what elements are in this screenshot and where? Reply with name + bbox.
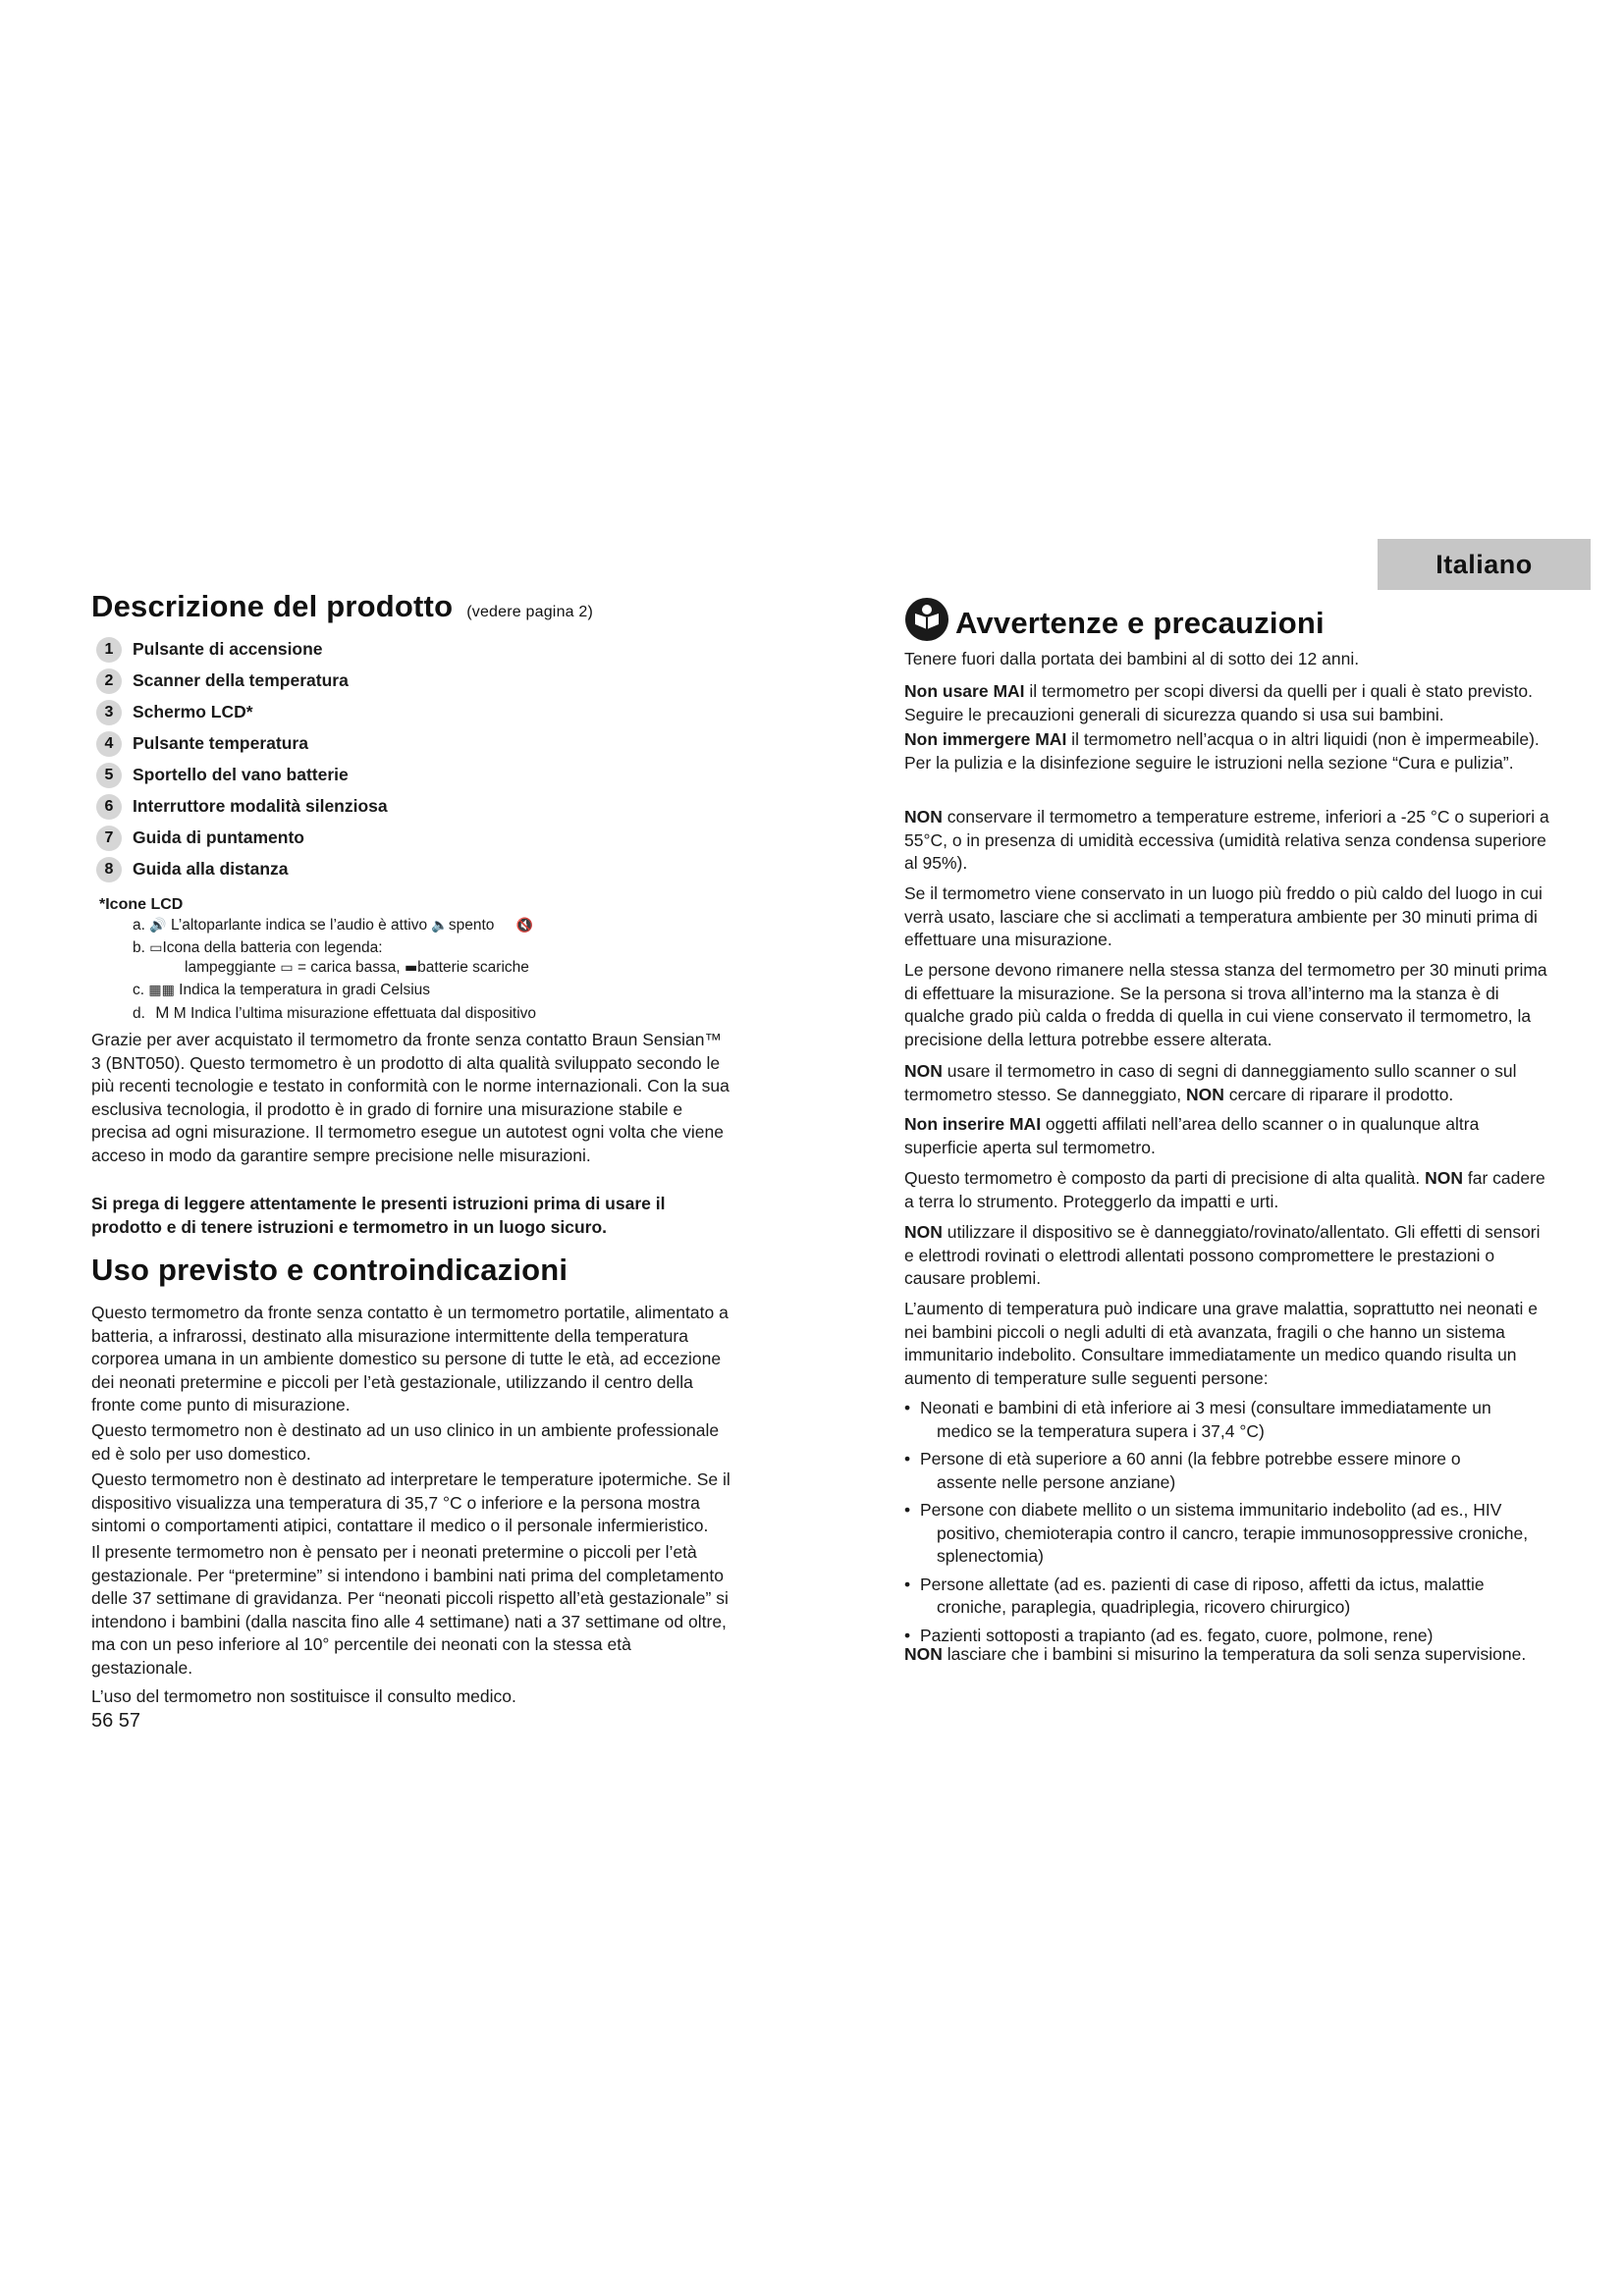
lcd-text: spento (448, 917, 495, 934)
feature-number: 4 (96, 731, 122, 757)
product-heading-text: Descrizione del prodotto (91, 589, 454, 623)
warning-text: usare il termometro in caso di segni di danneggiamento sullo scanner o sul termometro stesso. Se danneggiato, (904, 1061, 1517, 1104)
warning-paragraph (904, 1113, 1552, 1159)
feature-label: Interruttore modalità silenziosa (133, 796, 388, 817)
use-paragraph: Questo termometro da fronte senza contatto è un termometro portatile, alimentato a batteria, a infrarossi, destinato alla misurazione intermittente della temperatura corporea umana in un ambiente domestico su persone di tutte le età, ad eccezione dei neonati pretermine e piccoli per l’età gestazionale, utilizzando il centro della fronte come punto di misurazione. (91, 1303, 729, 1415)
battery-blinking-icon: ▭ (280, 960, 294, 976)
warnings-heading (904, 597, 1325, 650)
feature-number: 8 (96, 857, 122, 882)
list-item-text: Persone allettate (ad es. pazienti di case di riposo, affetti da ictus, malattie (920, 1574, 1485, 1594)
feature-number: 6 (96, 794, 122, 820)
warning-paragraph (904, 1221, 1552, 1291)
lcd-item-b-legend (185, 958, 529, 978)
memory-icon: M (155, 1003, 170, 1022)
emphasis-text: NON (904, 1061, 943, 1081)
list-item-text: Persone di età superiore a 60 anni (la febbre potrebbe essere minore o (920, 1449, 1461, 1468)
speaker-icon: 🔈 (431, 918, 449, 934)
warning-paragraph: Se il termometro viene conservato in un luogo più freddo o più caldo del luogo in cui verrà usato, lasciare che si acclimati a temperatura ambiente per 30 minuti prima di effettuare una misurazione. (904, 883, 1543, 949)
lcd-text: L’altoparlante indica se l’audio è attivo (171, 917, 428, 934)
feature-number: 7 (96, 826, 122, 851)
list-item-continuation: positivo, chemioterapia contro il cancro, terapie immunosoppressive croniche, splenectomia) (937, 1522, 1529, 1566)
feature-item (96, 668, 349, 694)
warning-paragraph (904, 728, 1552, 774)
lcd-icons-title: *Icone LCD (99, 896, 184, 913)
feature-item (96, 763, 349, 788)
use-paragraph: Il presente termometro non è pensato per i neonati pretermine o piccoli per l’età gestazionale. Per “pretermine” si intendono i bambini nati prima del completamento delle 37 settimane di gravidanza. Per “neonati piccoli rispetto all’età gestazionale” si intendono i bambini (dalla nascita fino alle 4 settimane) nati a 37 settimane od oltre, ma con un peso inferiore al 10° percentile dei neonati con la stessa età gestazionale. (91, 1542, 729, 1678)
list-item (904, 1574, 1552, 1620)
lcd-item-a (133, 916, 533, 935)
feature-item (96, 826, 304, 851)
speaker-icon: 🔊 (149, 918, 167, 934)
emphasis-text: Non usare MAI (904, 681, 1025, 701)
lcd-text: batterie scariche (417, 959, 529, 976)
list-item-text: Pazienti sottoposti a trapianto (ad es. fegato, cuore, polmone, rene) (920, 1625, 1434, 1645)
warnings-heading-text: Avvertenze e precauzioni (955, 606, 1325, 640)
lcd-text: Icona della batteria con legenda: (162, 939, 383, 956)
warning-paragraph: Le persone devono rimanere nella stessa stanza del termometro per 30 minuti prima di effettuare la misurazione. Se la persona si trova all’interno ma la stanza è di qualche grado più calda o fredda di quella in cui viene conservato il termometro, la precisione della lettura potrebbe essere alterata. (904, 960, 1547, 1049)
speaker-muted-icon: 🔇 (515, 918, 534, 934)
use-paragraph: L’uso del termometro non sostituisce il consulto medico. (91, 1686, 516, 1706)
warning-text: utilizzare il dispositivo se è danneggiato/rovinato/allentato. Gli effetti di sensori e elettrodi rovinati o elettrodi allentati possono compromettere le prestazioni o causare problemi. (904, 1222, 1541, 1288)
feature-label: Guida alla distanza (133, 859, 289, 880)
emphasis-text: NON (904, 1222, 943, 1242)
feature-label: Sportello del vano batterie (133, 765, 349, 785)
emphasis-text: NON (904, 1644, 943, 1664)
use-paragraph: Questo termometro non è destinato ad un uso clinico in un ambiente professionale ed è solo per uso domestico. (91, 1420, 720, 1464)
lcd-letter: d. (133, 1005, 145, 1022)
list-item (904, 1397, 1552, 1443)
lcd-item-b (133, 938, 383, 958)
emphasis-text: NON (1185, 1084, 1224, 1104)
list-item-continuation: croniche, paraplegia, quadriplegia, ricovero chirurgico) (937, 1597, 1351, 1617)
feature-label: Schermo LCD* (133, 702, 253, 722)
lcd-item-d (133, 1003, 536, 1024)
warning-paragraph (904, 806, 1552, 876)
feature-number: 5 (96, 763, 122, 788)
feature-item (96, 857, 289, 882)
list-item-text: Persone con diabete mellito o un sistema immunitario indebolito (ad es., HIV (920, 1500, 1502, 1520)
language-tab: Italiano (1378, 539, 1591, 590)
lcd-text: M Indica l’ultima misurazione effettuata dal dispositivo (173, 1005, 537, 1022)
warning-text: conservare il termometro a temperature estreme, inferiori a -25 °C o superiori a 55°C, o in presenza di umidità eccessiva (umidità relativa senza condensa superiore al 95%). (904, 807, 1549, 873)
feature-item (96, 700, 253, 725)
warning-text: cercare di riparare il prodotto. (1223, 1084, 1454, 1104)
feature-item (96, 794, 388, 820)
lcd-text: = carica bassa, (297, 959, 401, 976)
list-item-text: Neonati e bambini di età inferiore ai 3 mesi (consultare immediatamente un (920, 1398, 1491, 1417)
lcd-letter: b. (133, 939, 145, 956)
warning-text: far cadere a terra lo strumento. Proteggerlo da impatti e urti. (904, 1168, 1545, 1211)
feature-label: Scanner della temperatura (133, 670, 349, 691)
use-heading: Uso previsto e controindicazioni (91, 1253, 568, 1287)
feature-number: 3 (96, 700, 122, 725)
list-item (904, 1499, 1552, 1569)
feature-item (96, 637, 323, 663)
warning-paragraph (904, 1060, 1552, 1106)
battery-empty-icon: ▬ (404, 960, 418, 976)
warning-text: lasciare che i bambini si misurino la temperatura da soli senza supervisione. (942, 1644, 1527, 1664)
feature-number: 1 (96, 637, 122, 663)
list-item (904, 1448, 1552, 1494)
lcd-letter: a. (133, 917, 145, 934)
lcd-item-c (133, 981, 430, 1000)
feature-label: Pulsante temperatura (133, 733, 308, 754)
lcd-text: Indica la temperatura in gradi Celsius (179, 982, 431, 998)
list-item-continuation: medico se la temperatura supera i 37,4 °C) (937, 1420, 1265, 1441)
warning-text: Questo termometro è composto da parti di precisione di alta qualità. (904, 1168, 1426, 1188)
lcd-letter: c. (133, 982, 145, 998)
emphasis-text: NON (1425, 1168, 1464, 1188)
warning-paragraph (904, 1643, 1552, 1667)
use-paragraph: Questo termometro non è destinato ad interpretare le temperature ipotermiche. Se il dispositivo visualizza una temperatura di 35,7 °C o inferiore e la persona mostra sintomi o comportamenti atipici, contattare il medico o il personale infermieristico. (91, 1469, 731, 1535)
list-item-continuation: assente nelle persone anziane) (937, 1471, 1176, 1492)
warning-paragraph (904, 680, 1552, 726)
risk-group-list (904, 1397, 1552, 1652)
emphasis-text: Non immergere MAI (904, 729, 1067, 749)
warning-paragraph (904, 1167, 1552, 1213)
warning-text: oggetti affilati nell’area dello scanner o in qualunque altra superficie aperta sul termometro. (904, 1114, 1480, 1157)
warning-text: il termometro nell’acqua o in altri liquidi (non è impermeabile). Per la pulizia e la disinfezione seguire le istruzioni nella sezione “Cura e pulizia”. (904, 729, 1540, 773)
digits-icon: ▦▦ (148, 983, 175, 998)
read-manual-icon (904, 597, 949, 650)
intro-paragraph: Grazie per aver acquistato il termometro da fronte senza contatto Braun Sensian™ 3 (BNT050). Questo termometro è un prodotto di alta qualità sviluppato secondo le più recenti tecnologie e testato in conformità con le norme internazionali. Con la sua esclusiva tecnologia, il prodotto è in grado di fornire una misurazione stabile e precisa ad ogni misurazione. Il termometro esegue un autotest ogni volta che viene acceso in modo da garantire sempre precisione nelle misurazioni. (91, 1030, 730, 1165)
page-numbers: 56 57 (91, 1710, 141, 1732)
product-heading (91, 589, 593, 630)
feature-label: Guida di puntamento (133, 828, 304, 848)
emphasis-text: NON (904, 807, 943, 827)
lcd-text: lampeggiante (185, 959, 277, 976)
notice-paragraph: Si prega di leggere attentamente le presenti istruzioni prima di usare il prodotto e di tenere istruzioni e termometro in un luogo sicuro. (91, 1194, 666, 1237)
warning-text: il termometro per scopi diversi da quelli per i quali è stato previsto. Seguire le precauzioni generali di sicurezza quando si usa sui bambini. (904, 681, 1533, 724)
feature-label: Pulsante di accensione (133, 639, 323, 660)
emphasis-text: Non inserire MAI (904, 1114, 1042, 1134)
feature-item (96, 731, 308, 757)
warning-paragraph: Tenere fuori dalla portata dei bambini al di sotto dei 12 anni. (904, 649, 1360, 668)
warning-paragraph: L’aumento di temperatura può indicare una grave malattia, soprattutto nei neonati e nei bambini piccoli o negli adulti di età avanzata, fragili o che hanno un sistema immunitario indebolito. Consultare immediatamente un medico quando risulta un aumento di temperature sulle seguenti persone: (904, 1299, 1538, 1388)
product-heading-note: (vedere pagina 2) (466, 604, 594, 620)
battery-icon: ▭ (149, 940, 163, 956)
feature-number: 2 (96, 668, 122, 694)
